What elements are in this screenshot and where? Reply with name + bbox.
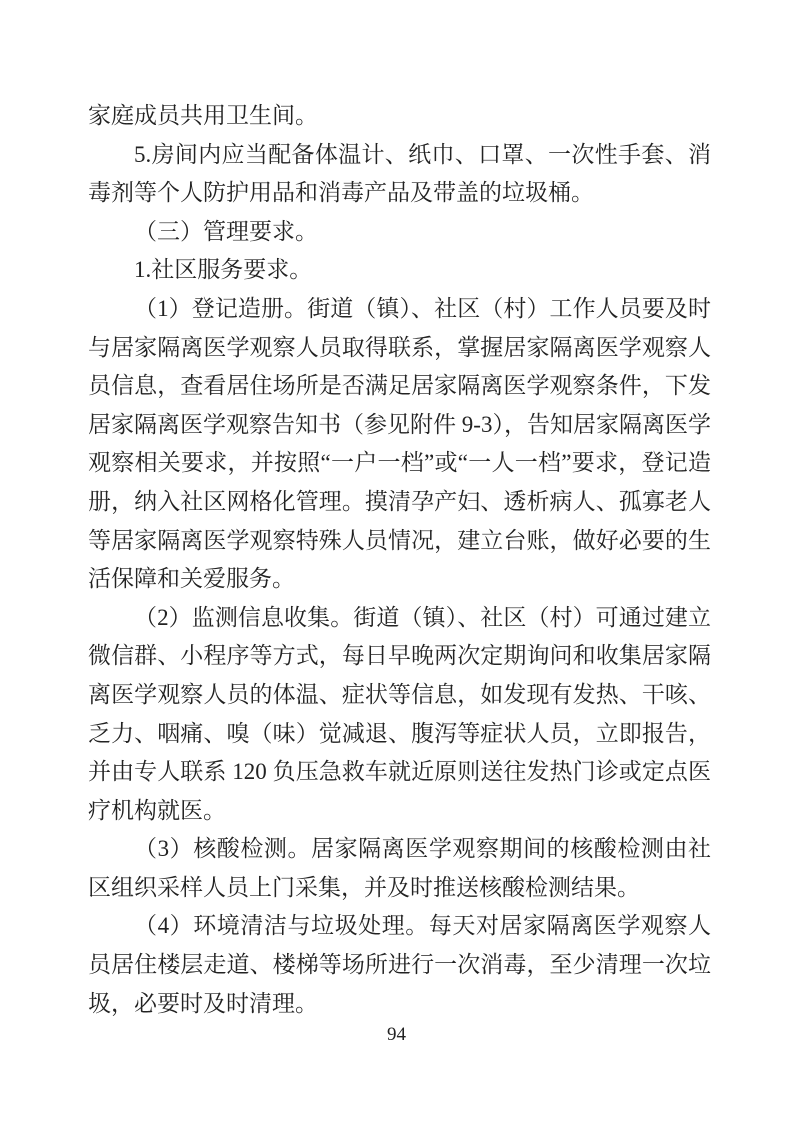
paragraph-nucleic-acid-testing: （3）核酸检测。居家隔离医学观察期间的核酸检测由社区组织采样人员上门采集，并及时推送核酸检测结果。	[88, 836, 711, 900]
paragraph-continuation: 家庭成员共用卫生间。	[88, 103, 318, 128]
page-number: 94	[387, 1024, 406, 1045]
document-body	[88, 97, 711, 1023]
paragraph-item-5: 5.房间内应当配备体温计、纸巾、口罩、一次性手套、消毒剂等个人防护用品和消毒产品及带盖的垃圾桶。	[88, 141, 711, 206]
paragraph-monitoring: （2）监测信息收集。街道（镇）、社区（村）可通过建立微信群、小程序等方式，每日早晚两次定期询问和收集居家隔离医学观察人员的体温、症状等信息，如发现有发热、干咳、乏力、咽痛、嗅（味）觉减退、腹泻等症状人员，立即报告，并由专人联系 120 负压急救车就近原则送往发热门诊或定点医疗机构就医。	[88, 604, 711, 823]
section-heading-3: （三）管理要求。	[134, 218, 318, 244]
sub-heading-1: 1.社区服务要求。	[134, 257, 313, 283]
paragraph-registration: （1）登记造册。街道（镇）、社区（村）工作人员要及时与居家隔离医学观察人员取得联系，掌握居家隔离医学观察人员信息，查看居住场所是否满足居家隔离医学观察条件，下发居家隔离医学观察告知书（参见附件 9-3），告知居家隔离医学观察相关要求，并按照“一户一档”或“一人一档”要求，登记造册，纳入社区网格化管理。摸清孕产妇、透析病人、孤寡老人等居家隔离医学观察特殊人员情况，建立台账，做好必要的生活保障和关爱服务。	[88, 295, 711, 592]
paragraph-cleaning-waste: （4）环境清洁与垃圾处理。每天对居家隔离医学观察人员居住楼层走道、楼梯等场所进行一次消毒，至少清理一次垃圾，必要时及时清理。	[88, 913, 711, 1016]
